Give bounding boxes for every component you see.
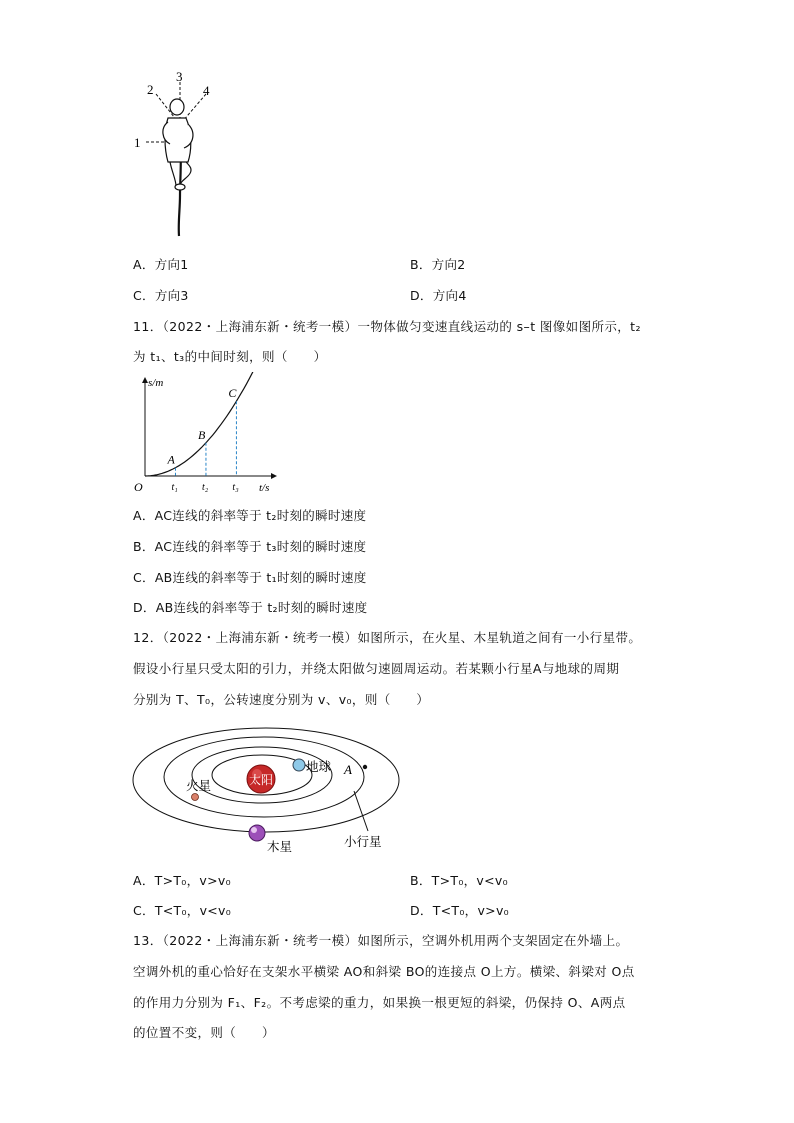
asteroid-belt-label: 小行星 [344, 835, 382, 849]
q12-stem-line1: 12．（2022・上海浦东新・统考一模）如图所示，在火星、木星轨道之间有一小行星带。 [133, 630, 642, 645]
q11-stem-line1: 11．（2022・上海浦东新・统考一模）一物体做匀变速直线运动的 s–t 图像如图所示，t₂ [133, 319, 641, 334]
mars [192, 794, 199, 801]
q10-option-a[interactable]: A．方向1 [133, 257, 189, 272]
direction-label-1: 1 [134, 135, 141, 150]
earth-label: 地球 [306, 760, 332, 774]
direction-label-4: 4 [203, 83, 210, 98]
q10-option-c[interactable]: C．方向3 [133, 288, 189, 303]
direction-label-2: 2 [147, 82, 154, 97]
origin-label: O [134, 480, 143, 494]
q13-stem-line2: 空调外机的重心恰好在支架水平横梁 AO和斜梁 BO的连接点 O上方。横梁、斜梁对 O点 [133, 964, 635, 979]
q12-stem-line2: 假设小行星只受太阳的引力，并绕太阳做匀速圆周运动。若某颗小行星A与地球的周期 [133, 661, 620, 676]
q13-stem-line1: 13．（2022・上海浦东新・统考一模）如图所示，空调外机用两个支架固定在外墙上。 [133, 933, 629, 948]
asteroid-a [363, 765, 367, 769]
x-axis-label: t/s [259, 482, 270, 494]
q10-option-b[interactable]: B．方向2 [410, 257, 466, 272]
jupiter [249, 825, 265, 841]
q11-option-c[interactable]: C．AB连线的斜率等于 t₁时刻的瞬时速度 [133, 570, 367, 585]
climber-person [163, 99, 193, 190]
earth [293, 759, 305, 771]
x-tick-label-1: t₁ [171, 482, 178, 493]
sun-label: 太阳 [249, 773, 274, 787]
q13-stem-line4: 的位置不变，则（ ） [133, 1025, 275, 1040]
q12-option-c[interactable]: C．T<T₀，v<v₀ [133, 903, 232, 918]
q12-option-d[interactable]: D．T<T₀，v>v₀ [410, 903, 509, 918]
y-axis-label: s/m [148, 377, 164, 389]
point-label-B: B [197, 427, 206, 442]
direction-label-3: 3 [176, 70, 183, 84]
jupiter-label: 木星 [267, 840, 293, 854]
climber-figure [130, 70, 220, 240]
x-tick-label-2: t₂ [201, 482, 209, 493]
x-tick-label-3: t₃ [232, 482, 239, 493]
s-t-chart [128, 372, 288, 494]
q11-option-b[interactable]: B．AC连线的斜率等于 t₃时刻的瞬时速度 [133, 539, 367, 554]
q11-stem-line2: 为 t₁、t₃的中间时刻，则（ ） [133, 349, 327, 364]
q11-option-d[interactable]: D．AB连线的斜率等于 t₂时刻的瞬时速度 [133, 600, 368, 615]
asteroid-a-label: A [344, 762, 352, 777]
q10-option-d[interactable]: D．方向4 [410, 288, 467, 303]
asteroid-belt-pointer [354, 791, 368, 831]
q11-option-a[interactable]: A．AC连线的斜率等于 t₂时刻的瞬时速度 [133, 508, 367, 523]
point-label-C: C [228, 386, 237, 401]
q13-stem-line3: 的作用力分别为 F₁、F₂。不考虑梁的重力，如果换一根更短的斜梁，仍保持 O、A两点 [133, 995, 626, 1010]
point-label-A: A [167, 452, 175, 467]
q12-option-a[interactable]: A．T>T₀，v>v₀ [133, 873, 231, 888]
q12-stem-line3: 分别为 T、T₀，公转速度分别为 v、v₀，则（ ） [133, 692, 430, 707]
orbit-figure [130, 720, 405, 860]
mars-label: 火星 [186, 779, 212, 793]
q12-option-b[interactable]: B．T>T₀，v<v₀ [410, 873, 508, 888]
